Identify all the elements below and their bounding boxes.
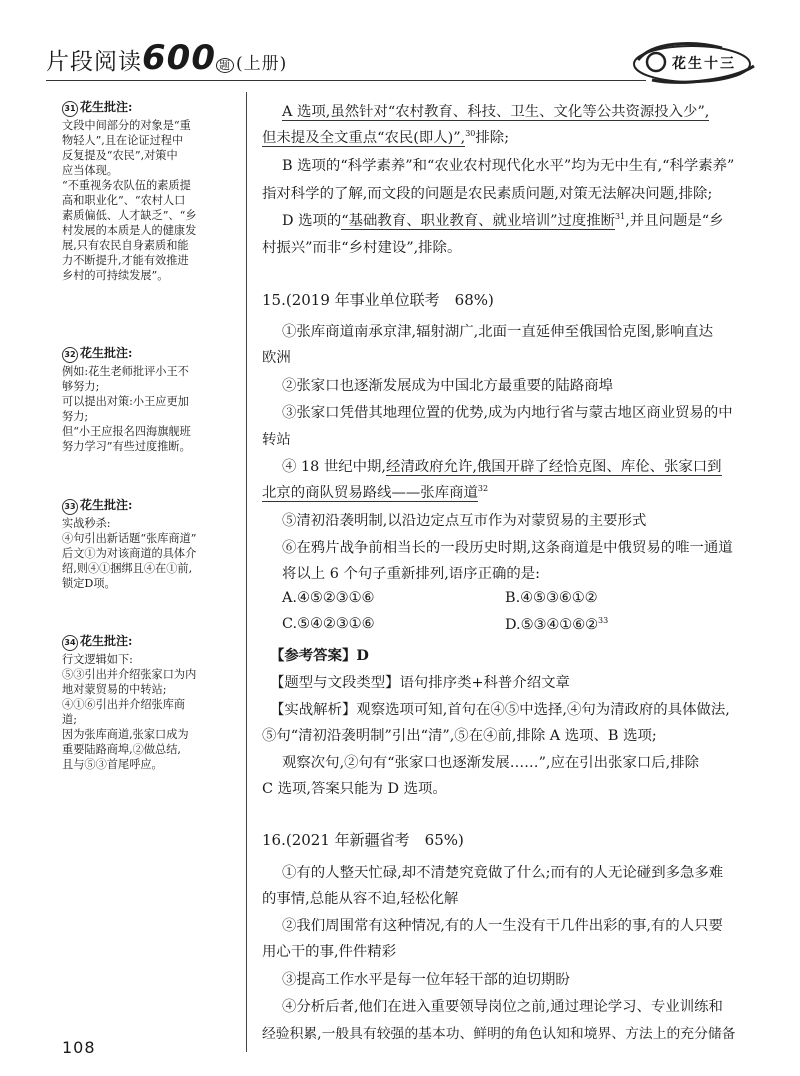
note-title-text: 花生批注:	[80, 346, 133, 360]
note-number: 33	[62, 499, 78, 515]
note-title-text: 花生批注:	[80, 100, 133, 114]
note-line: ④句引出新话题“张库商道”	[62, 532, 197, 545]
side-note-34	[62, 634, 234, 772]
underlined-text: 经清政府允许,俄国开辟了经恰克图、库伦、张家口到	[386, 459, 722, 475]
text: ④ 18 世纪中期,	[282, 459, 386, 475]
underlined-text: 北京的商队贸易路线——张库商道	[262, 485, 478, 501]
analysis-text: ⑤句“清初沿袭明制”引出“清”,⑤在④前,排除 A 选项、B 选项;	[262, 728, 657, 744]
note-line: 例如:花生老师批评小王不	[62, 365, 189, 378]
reference-answer: 【参考答案】D	[270, 647, 369, 664]
sentence-2: ②张家口也逐渐发展成为中国北方最重要的陆路商埠	[282, 378, 613, 394]
note-line: 乡村的可持续发展”。	[62, 269, 169, 282]
text: 排除;	[475, 130, 510, 146]
sentence-4: ④分析后者,他们在进入重要领导岗位之前,通过理论学习、专业训练和	[282, 999, 723, 1015]
underlined-text: “基础教育、职业教育、就业培训”过度推断	[341, 213, 616, 229]
note-line: 绍,则④①捆绑且④在①前,	[62, 562, 193, 575]
note-line: 地对蒙贸易的中转站;	[62, 683, 167, 696]
option-a: A.④⑤②③①⑥	[282, 590, 375, 606]
brand-logo	[632, 40, 762, 86]
side-note-33	[62, 498, 234, 591]
analysis-line: B 选项的“科学素养”和“农业农村现代化水平”均为无中生有,“科学素养”	[282, 158, 735, 174]
option-d	[505, 616, 608, 633]
footnote-ref: 32	[477, 484, 489, 494]
note-line: 且与⑤③首尾呼应。	[62, 758, 163, 771]
note-line: 锁定D项。	[62, 577, 116, 590]
sentence-3: ③提高工作水平是每一位年轻干部的迫切期盼	[282, 972, 570, 988]
analysis-line	[282, 209, 724, 230]
question-15-heading: 15.(2019 年事业单位联考 68%)	[262, 291, 494, 309]
note-line: 努力;	[62, 410, 89, 423]
note-line: 应当体现。	[62, 164, 118, 177]
note-line: 村发展的本质是人的健康发	[62, 224, 197, 237]
title-number: 600	[142, 38, 216, 78]
note-line: 文段中间部分的对象是“重	[62, 119, 191, 132]
side-note-31	[62, 100, 234, 283]
note-line: 够努力;	[62, 380, 100, 393]
title-text: 片段阅读	[46, 49, 142, 75]
question-16-heading: 16.(2021 年新疆省考 65%)	[262, 831, 464, 849]
note-line: 反复提及“农民”,对策中	[62, 149, 178, 162]
note-line: 但“小王应报名四海旗舰班	[62, 425, 191, 438]
note-line: 重要陆路商埠,②做总结,	[62, 743, 181, 756]
side-note-title	[62, 498, 234, 515]
note-line: ④①⑥引出并介绍张库商	[62, 698, 186, 711]
sentence-3: ③张家口凭借其地理位置的优势,成为内地行省与蒙古地区商业贸易的中	[282, 405, 733, 421]
footnote-ref: 31	[615, 212, 626, 222]
note-line: ⑤③引出并介绍张家口为内	[62, 668, 197, 681]
sentence-4	[282, 455, 722, 476]
note-line: 力不断提升,才能有效推进	[62, 254, 189, 267]
side-note-title	[62, 634, 234, 651]
sentence-4-cont: 经验积累,一般具有较强的基本功、鲜明的角色认知和境界、方法上的充分储备	[262, 1026, 736, 1042]
note-line: 物轻人”,且在论证过程中	[62, 134, 184, 147]
sentence-6: ⑥在鸦片战争前相当长的一段历史时期,这条商道是中俄贸易的唯一通道	[282, 540, 733, 556]
note-line: “不重视务农队伍的素质提	[62, 179, 191, 192]
sentence-2-cont: 用心干的事,件件精彩	[262, 944, 397, 960]
analysis-line	[262, 126, 509, 147]
sentence-1: ①张库商道南承京津,辐射湖广,北面一直延伸至俄国恰克图,影响直达	[282, 324, 714, 340]
note-line: 实战秒杀:	[62, 517, 111, 530]
header-rule	[46, 80, 646, 81]
underlined-text: 但未提及全文重点“农民(即人)”,	[262, 130, 466, 146]
note-number: 32	[62, 347, 78, 363]
note-line: 努力学习”有些过度推断。	[62, 440, 191, 453]
logo-text: 花生十三	[672, 56, 736, 72]
option-c: C.⑤④②③①⑥	[282, 616, 375, 632]
analysis-line	[282, 100, 709, 121]
underlined-text: A 选项,虽然针对“农村教育、科技、卫生、文化等公共资源投入少”,	[282, 104, 710, 120]
text: D.⑤③④①⑥②	[505, 616, 599, 633]
question-prompt: 将以上 6 个句子重新排列,语序正确的是:	[282, 566, 540, 582]
side-note-title	[62, 346, 234, 363]
sentence-1-cont: 的事情,总能从容不迫,轻松化解	[262, 891, 459, 907]
question-type: 【题型与文段类型】语句排序类+科普介绍文章	[270, 675, 570, 691]
analysis-text: 【实战解析】观察选项可知,首句在④⑤中选择,④句为清政府的具体做法,	[270, 702, 730, 718]
note-line: 素质偏低、人才缺乏”、“乡	[62, 209, 197, 222]
analysis-text: 观察次句,②句有“张家口也逐渐发展……”,应在引出张家口后,排除	[282, 755, 699, 771]
page-header	[0, 0, 800, 92]
note-line: 道;	[62, 713, 77, 726]
text: ,并且问题是“乡	[625, 213, 724, 229]
note-line: 高和职业化”、“农村人口	[62, 194, 186, 207]
side-note-title	[62, 100, 234, 117]
note-line: 可以提出对策:小王应更加	[62, 395, 189, 408]
note-line: 后文①为对该商道的具体介	[62, 547, 197, 560]
sentence-2: ②我们周围常有这种情况,有的人一生没有干几件出彩的事,有的人只要	[282, 918, 723, 934]
side-note-32	[62, 346, 234, 454]
title-volume: (上册)	[235, 54, 288, 74]
note-number: 34	[62, 635, 78, 651]
column-divider	[246, 92, 247, 1052]
note-line: 因为张库商道,张家口成为	[62, 728, 189, 741]
note-line: 行文逻辑如下:	[62, 653, 133, 666]
sentence-4-cont	[262, 481, 488, 502]
page-number: 108	[62, 1038, 96, 1057]
footnote-ref: 33	[598, 616, 609, 625]
note-number: 31	[62, 101, 78, 117]
text: D 选项的	[282, 213, 342, 229]
sentence-5: ⑤清初沿袭明制,以沿边定点互市作为对蒙贸易的主要形式	[282, 513, 647, 529]
analysis-line: 指对科学的了解,而文段的问题是农民素质问题,对策无法解决问题,排除;	[262, 186, 713, 202]
sentence-1-cont: 欧洲	[262, 350, 291, 366]
sentence-3-cont: 转站	[262, 432, 291, 448]
note-title-text: 花生批注:	[80, 498, 133, 512]
note-title-text: 花生批注:	[80, 634, 133, 648]
option-b: B.④⑤③⑥①②	[505, 590, 598, 606]
title-badge: 题	[216, 58, 234, 73]
analysis-text: C 选项,答案只能为 D 选项。	[262, 781, 447, 797]
book-title	[46, 38, 287, 78]
analysis-line: 村振兴”而非“乡村建设”,排除。	[262, 240, 462, 256]
footnote-ref: 30	[465, 129, 476, 139]
note-line: 展,只有农民自身素质和能	[62, 239, 189, 252]
sentence-1: ①有的人整天忙碌,却不清楚究竟做了什么;而有的人无论碰到多急多难	[282, 865, 724, 881]
